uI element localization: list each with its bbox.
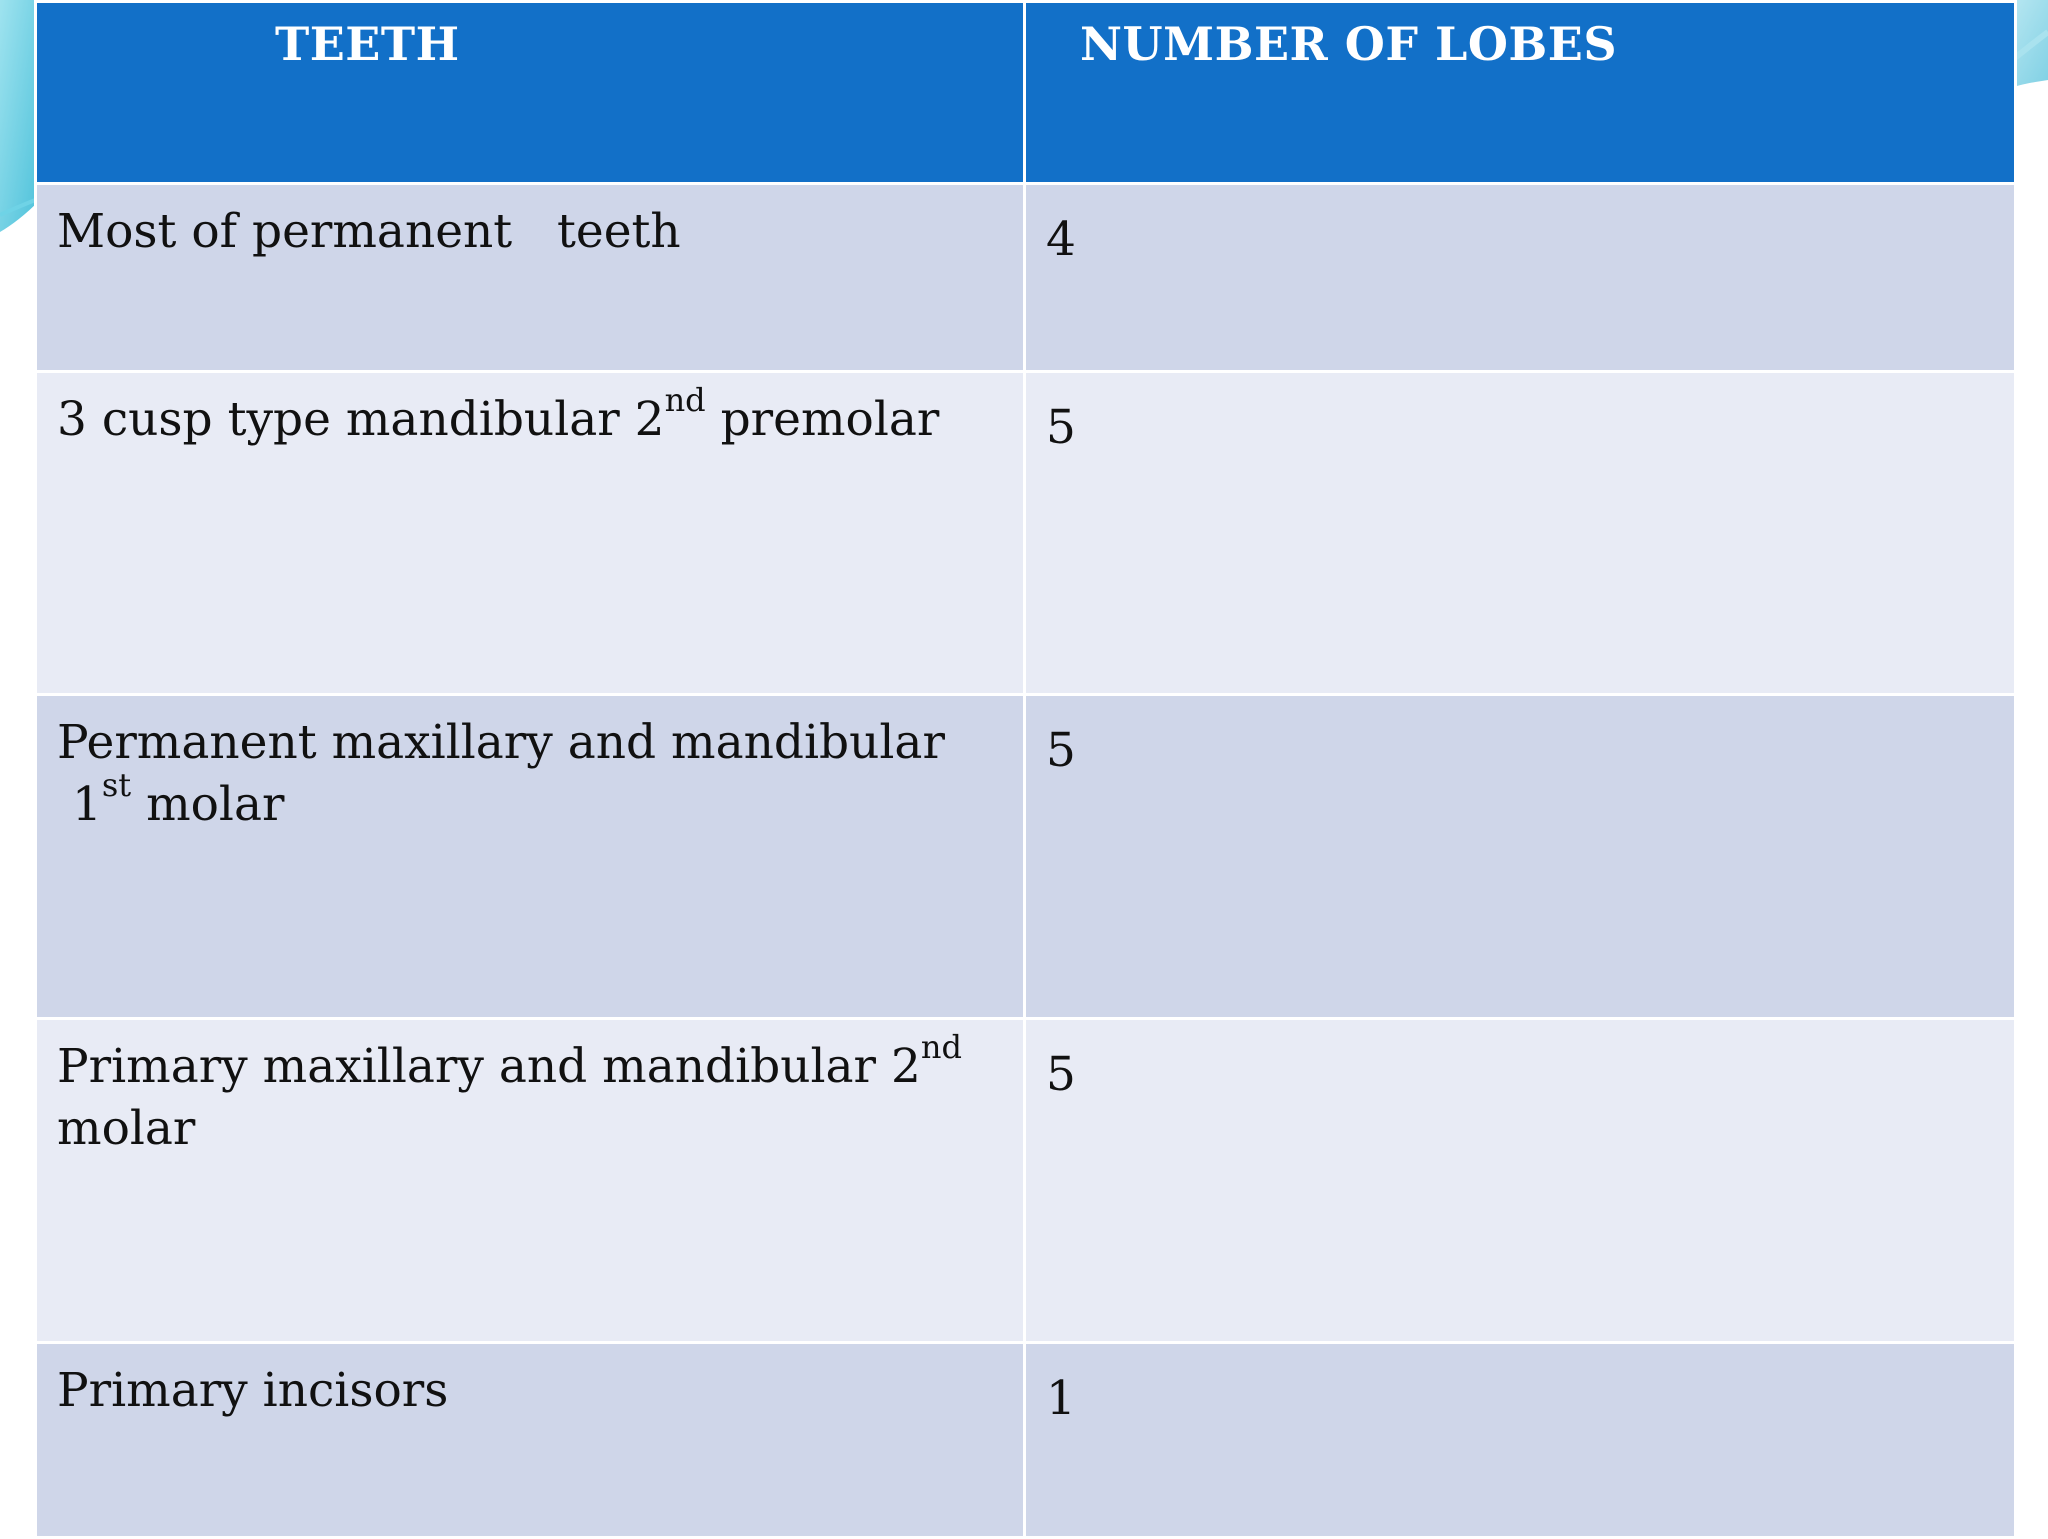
lobes-cell: 5 xyxy=(1025,695,2016,1019)
ordinal-suffix: nd xyxy=(920,1028,962,1066)
tooth-label-rest: premolar xyxy=(705,392,940,447)
tooth-cell xyxy=(36,1343,1025,1538)
tooth-label: Primary maxillary and mandibular 2 xyxy=(57,1039,921,1094)
table-row xyxy=(36,184,2016,372)
tooth-label: Most of permanent teeth xyxy=(57,204,681,259)
header-number-of-lobes: NUMBER OF LOBES xyxy=(1025,2,2016,184)
tooth-label-rest: molar xyxy=(57,1101,196,1156)
tooth-label: Permanent maxillary and mandibular 1 xyxy=(57,715,945,832)
header-teeth: TEETH xyxy=(36,2,1025,184)
ordinal-suffix: nd xyxy=(664,381,706,419)
table-header-row xyxy=(36,2,2016,184)
lobes-cell: 5 xyxy=(1025,1019,2016,1343)
lobes-cell: 5 xyxy=(1025,372,2016,695)
table-row xyxy=(36,1343,2016,1538)
tooth-cell xyxy=(36,1019,1025,1343)
tooth-label: Primary incisors xyxy=(57,1363,449,1418)
table-row xyxy=(36,372,2016,695)
teeth-lobes-table xyxy=(34,0,2017,1539)
lobes-cell: 4 xyxy=(1025,184,2016,372)
ordinal-suffix: st xyxy=(101,766,132,804)
tooth-cell xyxy=(36,372,1025,695)
lobes-cell: 1 xyxy=(1025,1343,2016,1538)
tooth-cell xyxy=(36,695,1025,1019)
tooth-label: 3 cusp type mandibular 2 xyxy=(57,392,665,447)
table-row xyxy=(36,695,2016,1019)
tooth-cell xyxy=(36,184,1025,372)
table-row xyxy=(36,1019,2016,1343)
tooth-label-rest: molar xyxy=(131,777,285,832)
